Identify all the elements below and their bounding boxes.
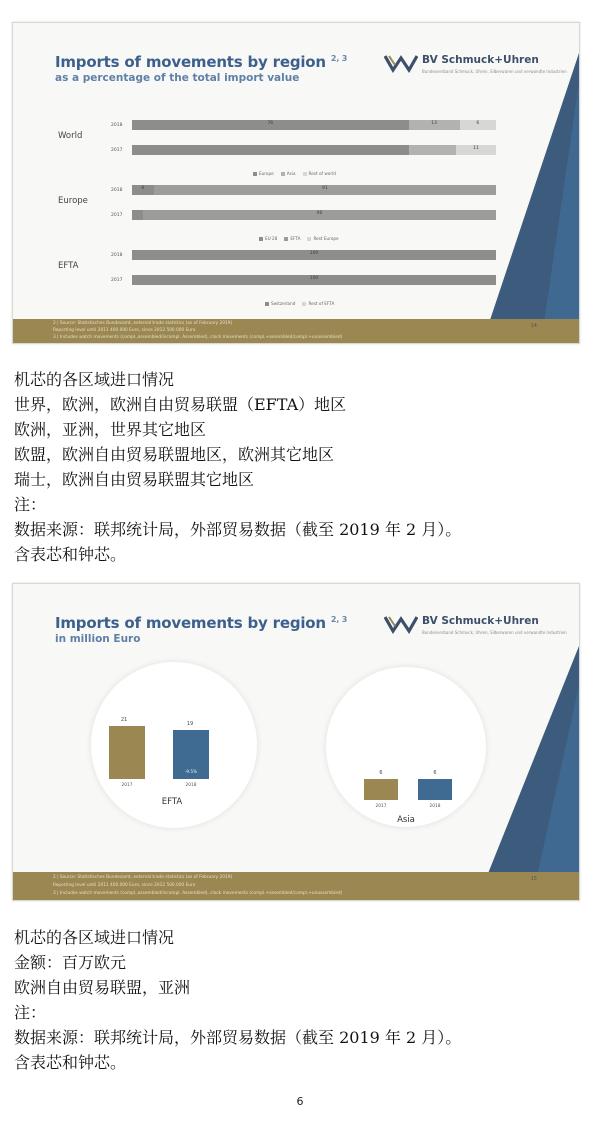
caption-line: 世界，欧洲，欧洲自由贸易联盟（EFTA）地区 [14,395,347,414]
bar-segment-rest [456,145,496,155]
footer-source: 2 | Source: Statistisches Bundesamt, external trade statistics (as of February 2019) [53,875,233,880]
legend-item [303,171,336,176]
caption-line: 金额：百万欧元 [14,953,127,972]
footer-includes: 3 | Includes watch movements (compl.,assembled/incompl. Assembled), clock movements (compl.+assembled/compl.+unassembled) [53,891,343,896]
year-label: 2017 [111,278,123,283]
footer-includes: 3 | Includes watch movements (compl.,assembled/incompl. Assembled), clock movements (compl.+assembled/compl.+unassembled) [53,335,343,340]
legend-item [253,171,274,176]
legend-text: EFTA [290,236,301,241]
year-label: 2017 [111,213,123,218]
legend-item [302,301,334,306]
bv-logo [384,614,567,644]
bar-value-asia-2018: 6 [433,770,437,776]
bv-logo-mark-icon [384,53,418,73]
year-label: 2017 [111,148,123,153]
asia-chart-label: Asia [397,815,415,825]
slide-footer [13,319,579,343]
slide-title-footnote-ref: 2, 3 [330,54,348,63]
legend-text: Rest of EFTA [308,301,335,306]
bar-value-efta-2018: 19 [186,721,194,727]
asia-chart-circle [325,666,487,828]
year-label: 2018 [111,188,123,193]
bar-efta-2017 [109,726,145,779]
efta-chart-label: EFTA [161,797,183,807]
bar-segment-efta [143,210,496,220]
bar-segment-europe [132,120,409,130]
bar-segment-efta [154,185,496,195]
caption-line: 含表芯和钟芯。 [14,545,127,564]
bar-segment-asia [409,120,460,130]
bar-segment-europe [132,145,409,155]
bv-logo [384,53,567,83]
region-label-europe: Europe [58,196,88,206]
bar-year-efta-2018: 2018 [185,783,197,788]
bar-asia-2018 [418,779,452,800]
legend-text: Europe [259,171,274,176]
legend-item [265,301,295,306]
region-label-efta: EFTA [58,261,79,271]
slide-subtitle: as a percentage of the total import value [55,72,300,84]
legend-text: Asia [286,171,296,176]
bar-segment-switzerland [132,250,496,260]
caption-line: 注： [14,1003,47,1022]
caption-line: 含表芯和钟芯。 [14,1053,127,1072]
bar-segment-asia [409,145,456,155]
slide-title-text: Imports of movements by region [55,614,326,632]
region-label-world: World [58,131,83,141]
legend-item [284,236,300,241]
slide-number: 15 [530,876,537,882]
footer-reporting-level: Reporting level until 2011 400.000 Euro, since 2012 500.000 Euro [53,328,196,333]
bar-year-asia-2017: 2017 [375,804,387,809]
bar-efta-2018 [132,250,496,260]
caption-block-2 [14,925,461,1075]
slide-number: 14 [530,323,537,329]
legend-efta [265,301,334,306]
slide-title-text: Imports of movements by region [55,53,326,71]
legend-text: Switzerland [271,301,296,306]
legend-text: Rest Europe [313,236,339,241]
bar-value: 13 [431,121,437,126]
bar-efta-2017 [132,275,496,285]
caption-line: 瑞士，欧洲自由贸易联盟其它地区 [14,470,255,489]
caption-line: 欧洲自由贸易联盟，亚洲 [14,978,191,997]
bar-change-efta-2018: -9.5% [184,769,198,774]
slide-decorative-wedge [487,646,579,876]
legend-item [259,236,277,241]
bar-segment-switzerland [132,275,496,285]
caption-block-1 [14,367,461,567]
bv-logo-name: BV Schmuck+Uhren [422,615,539,627]
bar-value-efta-2017: 21 [120,717,128,723]
caption-line: 欧盟，欧洲自由贸易联盟地区，欧洲其它地区 [14,445,335,464]
footer-source: 2 | Source: Statistisches Bundesamt, external trade statistics (as of February 2019) [53,321,233,326]
bv-logo-tagline: Bundesverband Schmuck, Uhren, Silberwaren und verwandte Industrien [422,69,567,74]
bar-year-efta-2017: 2017 [121,783,133,788]
bar-value: 11 [473,146,479,151]
bar-value: 91 [322,186,328,191]
slide-title-footnote-ref: 2, 3 [330,615,348,624]
legend-item [281,171,296,176]
bar-europe-2018 [132,185,496,195]
bar-value: 6 [476,121,480,126]
bar-value: 76 [267,121,274,126]
footer-reporting-level: Reporting level until 2011 400.000 Euro, since 2012 500.000 Euro [53,883,196,888]
slide-percentage-imports [12,22,580,344]
efta-chart-circle [90,661,258,829]
bar-segment-rest [460,120,496,130]
bar-value: 100 [309,251,319,256]
slide-title [55,53,347,71]
bar-segment-eu28 [132,210,143,220]
legend-text: Rest of world [308,171,336,176]
legend-item [307,236,338,241]
year-label: 2018 [111,253,123,258]
bv-logo-tagline: Bundesverband Schmuck, Uhren, Silberwaren und verwandte Industrien [422,630,567,635]
caption-line: 机芯的各区域进口情况 [14,928,175,947]
caption-line: 数据来源：联邦统计局，外部贸易数据（截至 2019 年 2 月）。 [14,520,462,539]
legend-text: EU 28 [265,236,278,241]
bar-segment-eu28 [132,185,154,195]
slide-subtitle: in million Euro [55,633,141,645]
bar-europe-2017 [132,210,496,220]
legend-world [253,171,336,176]
legend-europe [259,236,339,241]
caption-line: 机芯的各区域进口情况 [14,370,175,389]
bar-asia-2017 [364,779,398,800]
caption-line: 欧洲，亚洲，世界其它地区 [14,420,207,439]
slide-decorative-wedge [489,53,579,323]
bar-world-2017 [132,145,496,155]
bar-value-asia-2017: 6 [379,770,383,776]
bar-value: 6 [141,186,145,191]
caption-line: 数据来源：联邦统计局，外部贸易数据（截至 2019 年 2 月）。 [14,1028,462,1047]
bar-value: 96 [316,211,323,216]
bar-value: 100 [309,276,319,281]
bv-logo-mark-icon [384,614,418,634]
bar-year-asia-2018: 2018 [429,804,441,809]
caption-line: 注： [14,495,47,514]
page-number: 6 [296,1095,304,1108]
slide-million-euro-imports [12,583,580,901]
bv-logo-name: BV Schmuck+Uhren [422,54,539,66]
slide-title [55,614,347,632]
year-label: 2018 [111,123,123,128]
slide-footer [13,872,579,900]
bar-world-2018 [132,120,496,130]
